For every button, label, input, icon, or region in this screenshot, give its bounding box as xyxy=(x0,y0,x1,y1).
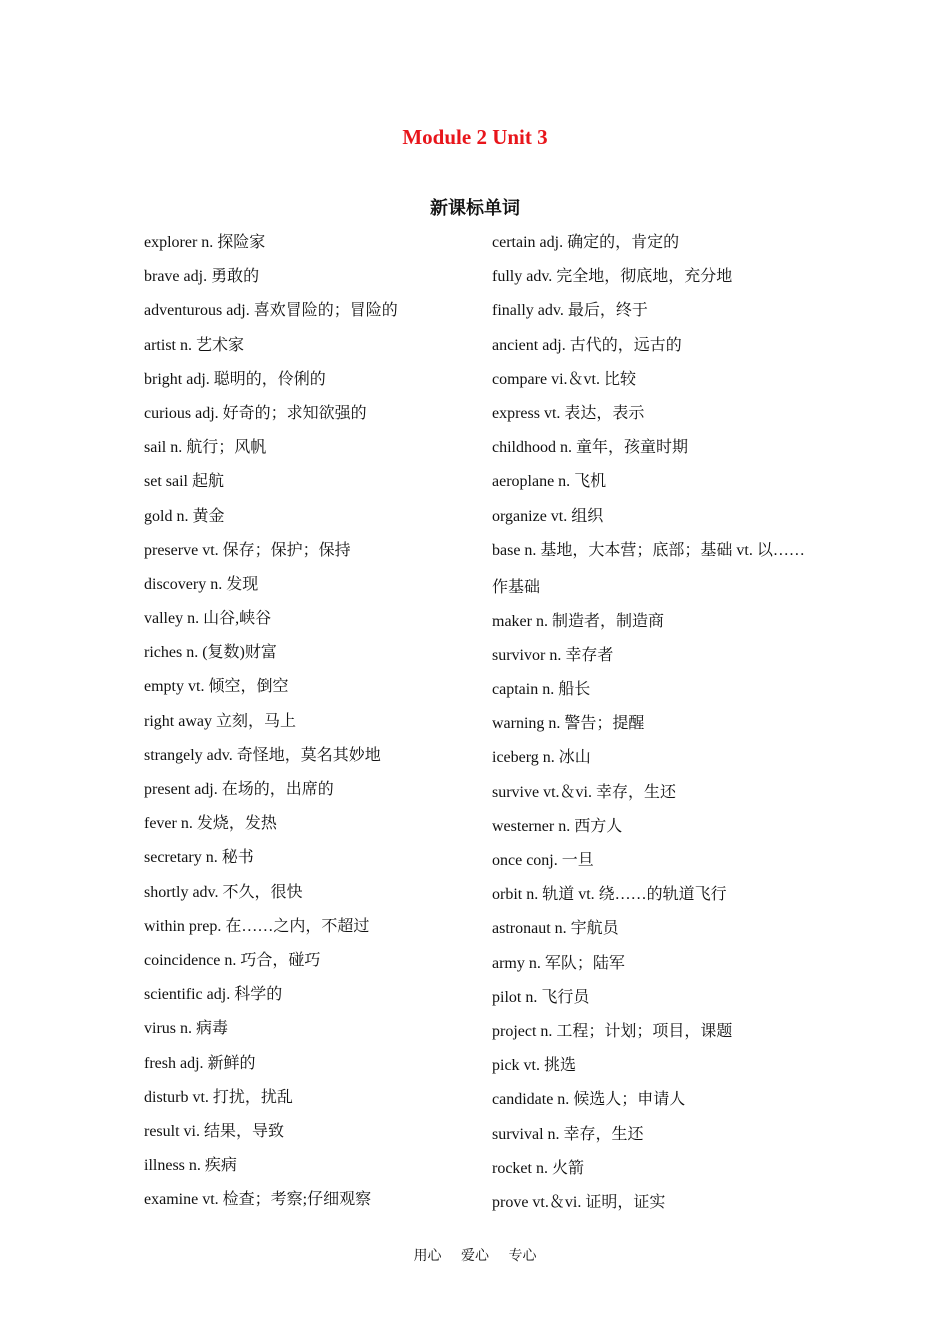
list-item: brave adj. 勇敢的 xyxy=(144,268,260,286)
list-item: curious adj. 好奇的；求知欲强的 xyxy=(144,404,367,422)
list-item: certain adj. 确定的，肯定的 xyxy=(492,234,680,251)
list-item: secretary n. 秘书 xyxy=(144,849,254,867)
page-footer xyxy=(0,1246,950,1268)
list-item: set sail 起航 xyxy=(144,473,224,491)
list-item: valley n. 山谷,峡谷 xyxy=(144,610,272,628)
list-item: adventurous adj. 喜欢冒险的；冒险的 xyxy=(144,302,398,320)
list-item: shortly adv. 不久，很快 xyxy=(144,883,303,901)
list-item: express vt. 表达，表示 xyxy=(492,404,645,422)
list-item: pick vt. 挑选 xyxy=(492,1057,576,1075)
word-list-left xyxy=(144,226,464,1217)
list-item: coincidence n. 巧合，碰巧 xyxy=(144,951,321,969)
list-item: iceberg n. 冰山 xyxy=(492,749,591,767)
list-item-wrapped xyxy=(492,534,822,605)
list-item: riches n. (复数)财富 xyxy=(144,644,277,662)
list-item: right away 立刻，马上 xyxy=(144,712,296,730)
list-item: result vi. 结果，导致 xyxy=(144,1122,284,1140)
list-item: finally adv. 最后，终于 xyxy=(492,302,648,320)
list-item: astronaut n. 宇航员 xyxy=(492,920,619,938)
list-item: discovery n. 发现 xyxy=(144,575,259,593)
list-item: sail n. 航行；风帆 xyxy=(144,439,267,457)
list-item: gold n. 黄金 xyxy=(144,507,225,525)
list-item: fresh adj. 新鲜的 xyxy=(144,1054,256,1072)
list-item: westerner n. 西方人 xyxy=(492,817,623,835)
list-item: childhood n. 童年，孩童时期 xyxy=(492,439,688,457)
list-item: survive vt.＆vi. 幸存，生还 xyxy=(492,783,676,801)
list-item: preserve vt. 保存；保护；保持 xyxy=(144,541,351,559)
list-item: strangely adv. 奇怪地，莫名其妙地 xyxy=(144,746,381,764)
list-item: fully adv. 完全地，彻底地，充分地 xyxy=(492,268,733,286)
list-item: once conj. 一旦 xyxy=(492,852,594,869)
list-item: examine vt. 检查；考察;仔细观察 xyxy=(144,1191,372,1209)
list-item: bright adj. 聪明的，伶俐的 xyxy=(144,370,326,388)
list-item: scientific adj. 科学的 xyxy=(144,986,283,1004)
list-item: captain n. 船长 xyxy=(492,681,591,699)
footer-text: 专心 xyxy=(508,1249,537,1264)
list-item-continuation: 作基础 xyxy=(492,578,541,596)
word-list-right xyxy=(492,226,822,1220)
list-item: compare vi.＆vt. 比较 xyxy=(492,370,636,388)
list-item: prove vt.＆vi. 证明，证实 xyxy=(492,1193,666,1211)
list-item: virus n. 病毒 xyxy=(144,1020,229,1038)
list-item: empty vt. 倾空，倒空 xyxy=(144,678,289,696)
list-item: explorer n. 探险家 xyxy=(144,234,266,251)
list-item: within prep. 在……之内，不超过 xyxy=(144,917,370,935)
list-item: pilot n. 飞行员 xyxy=(492,988,590,1006)
list-item: illness n. 疾病 xyxy=(144,1157,237,1175)
page-title: Module 2 Unit 3 xyxy=(402,125,548,149)
list-item: organize vt. 组织 xyxy=(492,507,604,525)
section-heading: 新课标单词 xyxy=(430,198,520,218)
list-item: project n. 工程；计划；项目，课题 xyxy=(492,1022,733,1040)
list-item: aeroplane n. 飞机 xyxy=(492,473,607,491)
list-item: fever n. 发烧，发热 xyxy=(144,815,277,833)
list-item: artist n. 艺术家 xyxy=(144,336,244,354)
footer-text: 爱心 xyxy=(461,1249,489,1264)
list-item: army n. 军队；陆军 xyxy=(492,954,625,972)
list-item: rocket n. 火箭 xyxy=(492,1159,584,1177)
list-item: survivor n. 幸存者 xyxy=(492,646,614,664)
list-item: orbit n. 轨道 vt. 绕……的轨道飞行 xyxy=(492,886,727,904)
list-item: disturb vt. 打扰，扰乱 xyxy=(144,1088,293,1106)
list-item: ancient adj. 古代的，远古的 xyxy=(492,336,682,354)
list-item: maker n. 制造者，制造商 xyxy=(492,612,664,630)
footer-text: 用心 xyxy=(413,1249,442,1264)
list-item: warning n. 警告；提醒 xyxy=(492,715,645,733)
list-item: present adj. 在场的，出席的 xyxy=(144,781,334,798)
list-item-text: base n. 基地，大本营；底部；基础 vt. 以…… xyxy=(492,541,805,559)
list-item: candidate n. 候选人；申请人 xyxy=(492,1091,686,1109)
list-item: survival n. 幸存，生还 xyxy=(492,1125,644,1143)
